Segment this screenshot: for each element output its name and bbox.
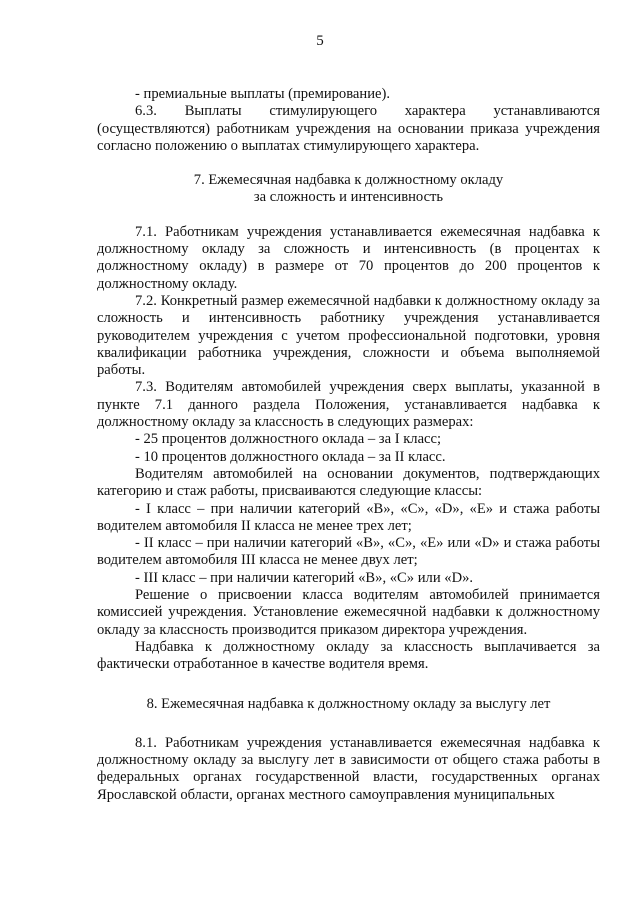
paragraph-7-2: 7.2. Конкретный размер ежемесячной надбавки к должностному окладу за сложность и интенсивность работнику учреждения устанавливается руководителем учреждения с учетом профессиональной подготовки, уровня квалификации работника учреждения, сложности и объема выполняемой работы. [97, 292, 600, 379]
section-8-title: 8. Ежемесячная надбавка к должностному окладу за выслугу лет [146, 695, 551, 712]
section-7-title-line2: за сложность и интенсивность [253, 189, 444, 206]
class-2-criteria: - II класс – при наличии категорий «В», «С», «Е» или «D» и стажа работы водителем автомобиля III класса не менее двух лет; [97, 535, 600, 569]
page-number: 5 [316, 33, 324, 49]
bonus-list-item: - премиальные выплаты (премирование). [135, 86, 391, 102]
section-7-title-line1: 7. Ежемесячная надбавка к должностному окладу [193, 172, 504, 189]
paragraph-7-1: 7.1. Работникам учреждения устанавливается ежемесячная надбавка к должностному окладу за сложность и интенсивность (в процентах к должностному окладу) в размере от 70 процентов до 200 процентов к должностному окладу. [97, 223, 600, 292]
rate-class-1: - 25 процентов должностного оклада – за I класс; [135, 431, 442, 448]
class-1-criteria: - I класс – при наличии категорий «В», «С», «D», «Е» и стажа работы водителем автомобиля II класса не менее трех лет; [97, 500, 600, 534]
rate-class-2: - 10 процентов должностного оклада – за II класс. [135, 448, 446, 465]
paragraph-8-1: 8.1. Работникам учреждения устанавливается ежемесячная надбавка к должностному окладу за выслугу лет в зависимости от общего стажа работы в федеральных органах государственной власти, государственных органах Ярославской области, органах местного самоуправления муниципальных [97, 734, 600, 803]
paragraph-7-3: 7.3. Водителям автомобилей учреждения сверх выплаты, указанной в пункте 7.1 данного раздела Положения, устанавливается надбавка к должностному окладу за классность в следующих размерах: [97, 379, 600, 431]
classes-intro: Водителям автомобилей на основании документов, подтверждающих категорию и стаж работы, присваиваются следующие классы: [97, 465, 600, 500]
paragraph-6-3: 6.3. Выплаты стимулирующего характера устанавливаются (осуществляются) работникам учреждения на основании приказа учреждения согласно положению о выплатах стимулирующего характера. [97, 103, 600, 154]
class-decision-paragraph: Решение о присвоении класса водителям автомобилей принимается комиссией учреждения. Установление ежемесячной надбавки к должностному окладу за классность производится приказом директора учреждения. [97, 587, 600, 638]
class-payment-paragraph: Надбавка к должностному окладу за классность выплачивается за фактически отработанное в качестве водителя время. [97, 638, 600, 673]
document-body [97, 86, 600, 804]
class-3-criteria: - III класс – при наличии категорий «В», «С» или «D». [135, 569, 474, 586]
